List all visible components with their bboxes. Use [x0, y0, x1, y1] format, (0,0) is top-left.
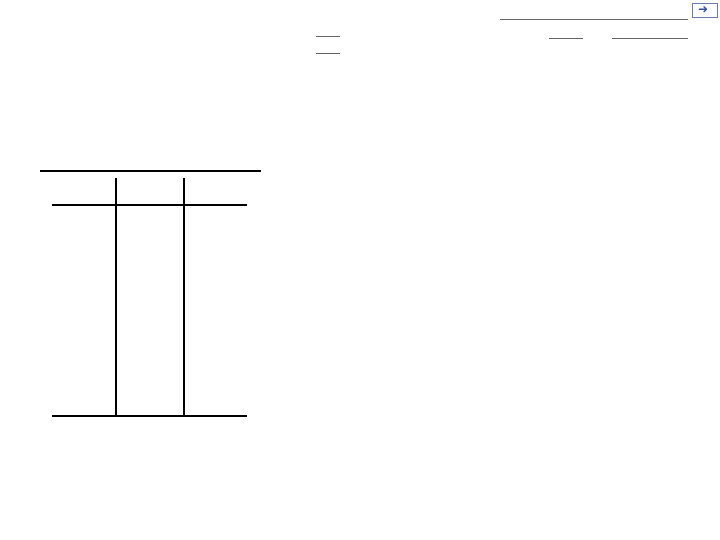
arrow-right-icon: ➜: [698, 2, 709, 16]
